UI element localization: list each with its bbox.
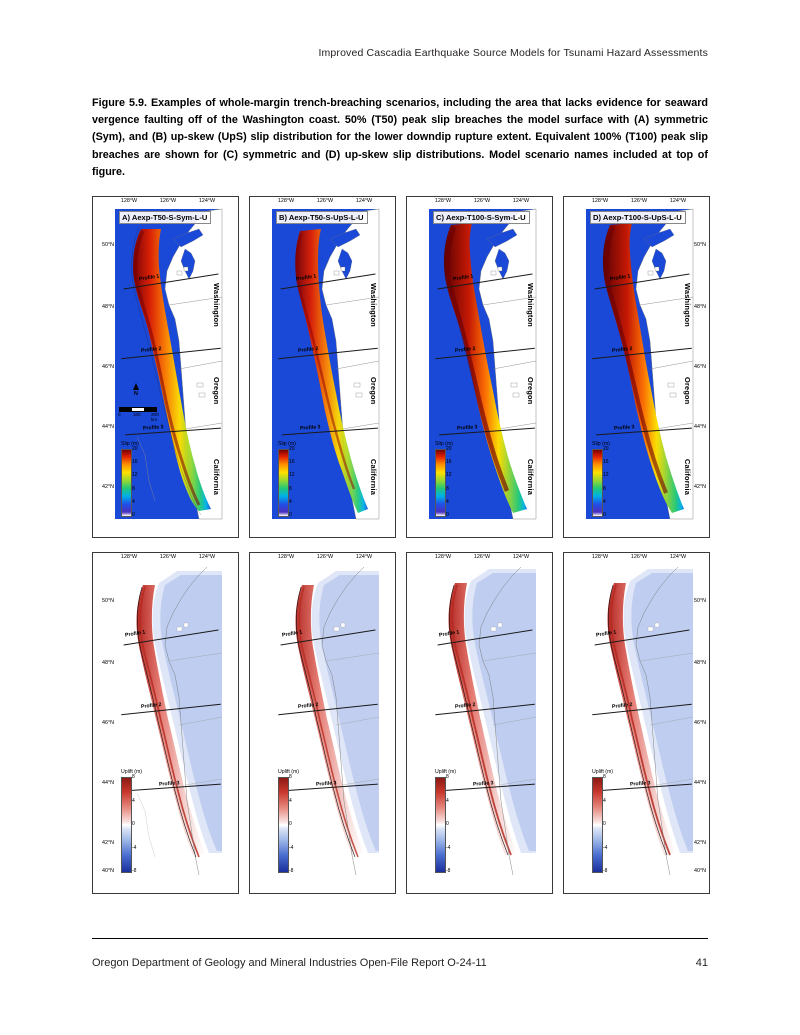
uplift-colorbar-gradient xyxy=(435,777,446,873)
profile-1-label: Profile 1 xyxy=(595,629,617,639)
figure-5-9 xyxy=(92,196,708,908)
state-label-washington: Washington xyxy=(683,283,692,328)
footer-text: Oregon Department of Geology and Mineral Industries Open-File Report O-24-11 xyxy=(92,957,487,969)
uplift-colorbar-gradient xyxy=(121,777,132,873)
map-panel-d[interactable] xyxy=(563,196,710,538)
state-label-washington: Washington xyxy=(526,283,535,328)
slip-colorbar-gradient xyxy=(592,449,603,517)
lat-label-48: 48°N xyxy=(101,660,114,666)
panel-a-label: A) Aexp-T50-S-Sym-L-U xyxy=(119,211,211,224)
uplift-panel-a[interactable] xyxy=(92,552,239,894)
uplift-colorbar-gradient xyxy=(278,777,289,873)
scale-bar-labels: 0 100 200 km xyxy=(118,412,159,422)
map-b-inner: Profile 1 Profile 2 Profile 3 Slip (m) 20 16 12 8 4 0 Washington Oregon California 128°W 126°W 124°W xyxy=(272,209,379,519)
slip-colorbar-title: Slip (m) xyxy=(121,441,139,447)
state-label-washington: Washington xyxy=(369,283,378,328)
state-label-oregon: Oregon xyxy=(212,377,221,405)
profile-3-label: Profile 3 xyxy=(158,780,180,788)
panel-b-label: B) Aexp-T50-S-UpS-L-U xyxy=(276,211,368,224)
lat-label-46: 46°N xyxy=(101,364,114,370)
profile-2-label: Profile 2 xyxy=(140,701,162,711)
lon-label-126: 126°W xyxy=(473,198,491,204)
map-panel-c[interactable] xyxy=(406,196,553,538)
profile-3-label: Profile 3 xyxy=(472,780,494,788)
profile-1-label: Profile 1 xyxy=(138,273,160,283)
lat-label-50: 50°N xyxy=(101,242,114,248)
lat-label-46-right: 46°N xyxy=(694,364,707,370)
profile-2-label: Profile 2 xyxy=(297,345,319,355)
lon-label-128: 128°W xyxy=(591,554,609,560)
lon-label-126: 126°W xyxy=(316,554,334,560)
state-label-california: California xyxy=(526,459,535,496)
lat-label-48: 48°N xyxy=(101,304,114,310)
profile-3-label: Profile 3 xyxy=(629,780,651,788)
uplift-a-inner: Profile 1 Profile 2 Profile 3 Uplift (m) 8 4 0 -4 -8 50°N 48°N 46°N 44°N 42°N 40°N 128°W 126°W 124°W xyxy=(115,565,222,875)
lat-label-40: 40°N xyxy=(101,868,114,874)
map-panel-a[interactable] xyxy=(92,196,239,538)
state-label-oregon: Oregon xyxy=(369,377,378,405)
uplift-c-inner: Profile 1 Profile 2 Profile 3 Uplift (m) 8 4 0 -4 -8 128°W 126°W 124°W xyxy=(429,565,536,875)
lon-label-124: 124°W xyxy=(512,198,530,204)
uplift-colorbar-title: Uplift (m) xyxy=(435,769,457,775)
scale-bar xyxy=(118,407,163,422)
uplift-colorbar-title: Uplift (m) xyxy=(121,769,143,775)
lon-label-126: 126°W xyxy=(159,198,177,204)
slip-colorbar-title: Slip (m) xyxy=(278,441,296,447)
profile-2-label: Profile 2 xyxy=(140,345,162,355)
profile-2-label: Profile 2 xyxy=(454,701,476,711)
lon-label-128: 128°W xyxy=(120,554,138,560)
lon-label-126: 126°W xyxy=(159,554,177,560)
uplift-panel-b[interactable] xyxy=(249,552,396,894)
profile-3-label: Profile 3 xyxy=(299,424,321,432)
running-head: Improved Cascadia Earthquake Source Models for Tsunami Hazard Assessments xyxy=(318,47,708,59)
lon-label-126: 126°W xyxy=(473,554,491,560)
profile-2-label: Profile 2 xyxy=(611,345,633,355)
profile-2-label: Profile 2 xyxy=(611,701,633,711)
lon-label-128: 128°W xyxy=(434,554,452,560)
uplift-d-inner: Profile 1 Profile 2 Profile 3 Uplift (m) 8 4 0 -4 -8 50°N 48°N 46°N 44°N 42°N 40°N 128°W 126°W 124°W xyxy=(586,565,693,875)
lat-label-42-right: 42°N xyxy=(694,484,707,490)
footer-divider xyxy=(92,938,708,939)
profile-1-label: Profile 1 xyxy=(124,629,146,639)
slip-colorbar-title: Slip (m) xyxy=(592,441,610,447)
lon-label-128: 128°W xyxy=(434,198,452,204)
map-c-inner: Profile 1 Profile 2 Profile 3 Slip (m) 20 16 12 8 4 0 Washington Oregon California 128°W 126°W 124°W xyxy=(429,209,536,519)
lat-label-48-right: 48°N xyxy=(694,304,707,310)
lon-label-124: 124°W xyxy=(669,554,687,560)
map-d-inner: Profile 1 Profile 2 Profile 3 Slip (m) 20 16 12 8 4 0 Washington Oregon California 50°N 48°N 46°N 44°N 42°N 128°W 126°W 124°W xyxy=(586,209,693,519)
lon-label-128: 128°W xyxy=(120,198,138,204)
lat-label-40-right: 40°N xyxy=(694,868,707,874)
lon-label-124: 124°W xyxy=(512,554,530,560)
lat-label-42: 42°N xyxy=(101,840,114,846)
uplift-colorbar-title: Uplift (m) xyxy=(592,769,614,775)
slip-colorbar-title: Slip (m) xyxy=(435,441,453,447)
lon-label-124: 124°W xyxy=(198,198,216,204)
profile-2-label: Profile 2 xyxy=(454,345,476,355)
lat-label-42-right: 42°N xyxy=(694,840,707,846)
lon-label-128: 128°W xyxy=(277,198,295,204)
profile-1-label: Profile 1 xyxy=(452,273,474,283)
slip-colorbar-gradient xyxy=(121,449,132,517)
state-label-oregon: Oregon xyxy=(683,377,692,405)
lon-label-124: 124°W xyxy=(355,554,373,560)
profile-3-label: Profile 3 xyxy=(613,424,635,432)
profile-3-label: Profile 3 xyxy=(315,780,337,788)
panel-d-label: D) Aexp-T100-S-UpS-L-U xyxy=(590,211,686,224)
state-label-california: California xyxy=(212,459,221,496)
lon-label-124: 124°W xyxy=(669,198,687,204)
state-label-oregon: Oregon xyxy=(526,377,535,405)
lon-label-128: 128°W xyxy=(591,198,609,204)
profile-2-label: Profile 2 xyxy=(297,701,319,711)
slip-colorbar-gradient xyxy=(278,449,289,517)
lat-label-44-right: 44°N xyxy=(694,424,707,430)
slip-colorbar-gradient xyxy=(435,449,446,517)
lat-label-48-right: 48°N xyxy=(694,660,707,666)
profile-1-label: Profile 1 xyxy=(438,629,460,639)
lat-label-46-right: 46°N xyxy=(694,720,707,726)
lat-label-44: 44°N xyxy=(101,424,114,430)
profile-1-label: Profile 1 xyxy=(281,629,303,639)
lon-label-124: 124°W xyxy=(355,198,373,204)
north-arrow-icon xyxy=(133,383,139,390)
uplift-colorbar-title: Uplift (m) xyxy=(278,769,300,775)
north-arrow: N xyxy=(133,383,139,397)
profile-3-label: Profile 3 xyxy=(142,424,164,432)
uplift-b-inner: Profile 1 Profile 2 Profile 3 Uplift (m) 8 4 0 -4 -8 128°W 126°W 124°W xyxy=(272,565,379,875)
uplift-panel-c[interactable] xyxy=(406,552,553,894)
state-label-washington: Washington xyxy=(212,283,221,328)
lat-label-50-right: 50°N xyxy=(694,242,707,248)
map-panel-b[interactable] xyxy=(249,196,396,538)
uplift-colorbar-gradient xyxy=(592,777,603,873)
lat-label-46: 46°N xyxy=(101,720,114,726)
profile-1-label: Profile 1 xyxy=(295,273,317,283)
profile-1-label: Profile 1 xyxy=(609,273,631,283)
lat-label-50: 50°N xyxy=(101,598,114,604)
lat-label-50-right: 50°N xyxy=(694,598,707,604)
lon-label-126: 126°W xyxy=(630,198,648,204)
uplift-panel-d[interactable] xyxy=(563,552,710,894)
figure-caption: Figure 5.9. Examples of whole-margin trench-breaching scenarios, including the area that lacks evidence for seaward vergence faulting off of the Washington coast. 50% (T50) peak slip breaches the model surface with (A) symmetric (Sym), and (B) up-skew (UpS) slip distribution for the lower downdip rupture extent. Equivalent 100% (T100) peak slip breaches are shown for (C) symmetric and (D) up-skew slip distributions. Model scenario names included at top of figure. xyxy=(92,97,708,178)
panel-c-label: C) Aexp-T100-S-Sym-L-U xyxy=(433,211,530,224)
lat-label-44-right: 44°N xyxy=(694,780,707,786)
lon-label-126: 126°W xyxy=(630,554,648,560)
profile-3-label: Profile 3 xyxy=(456,424,478,432)
lat-label-42: 42°N xyxy=(101,484,114,490)
state-label-california: California xyxy=(683,459,692,496)
page-number: 41 xyxy=(695,957,708,969)
state-label-california: California xyxy=(369,459,378,496)
lat-label-44: 44°N xyxy=(101,780,114,786)
lon-label-126: 126°W xyxy=(316,198,334,204)
map-a-inner: Profile 1 Profile 2 Profile 3 N 0 100 200 km Slip (m) 20 16 12 8 4 0 Washington Oregon California 50°N 48°N 46°N 44°N 42°N 128°W 126°W 124°W xyxy=(101,198,221,518)
lon-label-128: 128°W xyxy=(277,554,295,560)
lon-label-124: 124°W xyxy=(198,554,216,560)
